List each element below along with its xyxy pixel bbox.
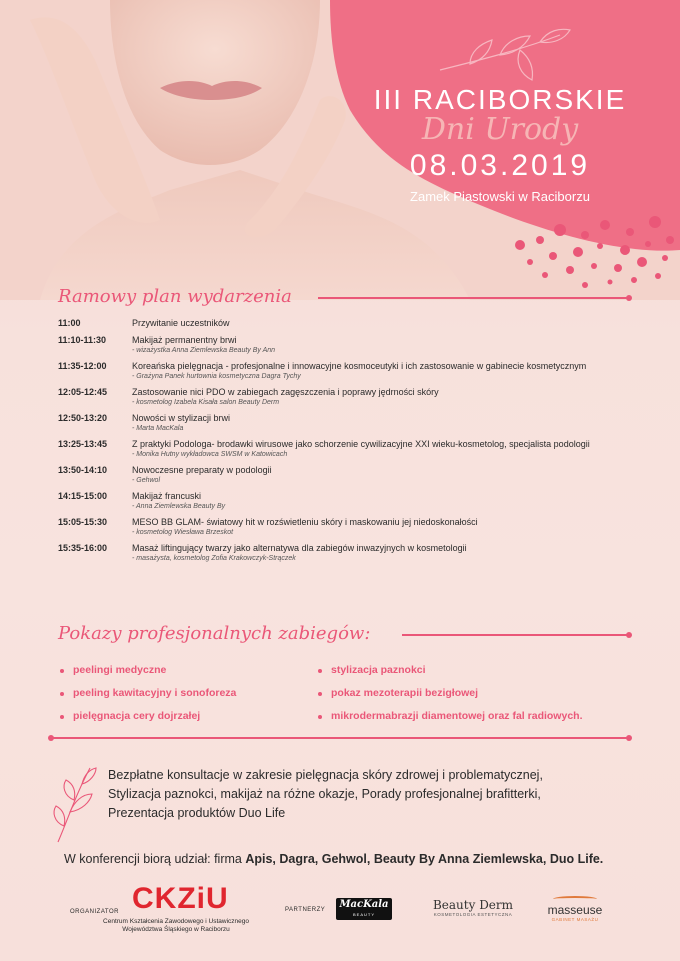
partner-beautyderm-sub: KOSMETOLOGIA ESTETYCZNA: [433, 912, 513, 917]
treatments-bottom-dot-right: [626, 735, 632, 741]
schedule-row: [58, 387, 658, 407]
participants-line: [64, 852, 664, 866]
organizer-label: ORGANIZATOR: [70, 909, 119, 915]
schedule-row: [58, 465, 658, 485]
partner-mackala-logo: [336, 898, 392, 920]
branch-icon: [50, 764, 100, 844]
consultation-text: [108, 766, 668, 823]
schedule-title: Przywitanie uczestników: [132, 318, 230, 328]
schedule-heading: Ramowy plan wydarzenia: [58, 286, 292, 307]
treatment-item: pokaz mezoterapii bezigłowej: [318, 682, 583, 705]
participants-prefix: W konferencji biorą udział: firma: [64, 852, 246, 866]
schedule-time: 11:35-12:00: [58, 361, 107, 371]
schedule-time: 13:50-14:10: [58, 465, 108, 475]
schedule-heading-rule: [318, 297, 628, 299]
schedule-time: 12:05-12:45: [58, 387, 108, 397]
schedule-title: Nowości w stylizacji brwi: [132, 413, 231, 423]
participants-names: Apis, Dagra, Gehwol, Beauty By Anna Ziemlewska, Duo Life.: [245, 852, 604, 866]
treatments-right-list: [318, 659, 583, 728]
treatments-heading-rule: [402, 634, 628, 636]
treatments-heading-dot: [626, 632, 632, 638]
schedule-time: 15:35-16:00: [58, 543, 108, 553]
event-title-block: [340, 84, 660, 204]
partner-masseuse-logo: [540, 896, 610, 922]
hero-banner: [0, 0, 680, 300]
schedule-row: [58, 413, 658, 433]
treatments-bottom-rule: [52, 737, 628, 739]
schedule-list: [58, 318, 658, 569]
treatment-item: pielęgnacja cery dojrzałej: [60, 705, 236, 728]
organizer-name-line2: Województwa Śląskiego w Raciborzu: [122, 926, 230, 933]
treatment-item: mikrodermabrazji diamentowej oraz fal radiowych.: [318, 705, 583, 728]
consultation-line2: Stylizacja paznokci, makijaż na różne okazje, Porady profesjonalnej brafitterki,: [108, 787, 541, 801]
partner-masseuse-sub: GABINET MASAŻU: [551, 917, 599, 922]
schedule-time: 15:05-15:30: [58, 517, 108, 527]
schedule-title: Koreańska pielęgnacja - profesjonalne i innowacyjne kosmoceutyki i ich zastosowanie w gabinecie kosmetycznym: [132, 361, 587, 371]
treatments-heading: Pokazy profesjonalnych zabiegów:: [58, 623, 371, 644]
schedule-title: MESO BB GLAM- światowy hit w rozświetleniu skóry i maskowaniu jej niedoskonałości: [132, 517, 478, 527]
schedule-heading-dot: [626, 295, 632, 301]
treatment-item: peelingi medyczne: [60, 659, 236, 682]
schedule-time: 12:50-13:20: [58, 413, 108, 423]
schedule-row: [58, 517, 658, 537]
schedule-row: [58, 543, 658, 563]
schedule-time: 11:00: [58, 318, 81, 328]
event-venue: Zamek Piastowski w Raciborzu: [410, 189, 590, 204]
schedule-row: [58, 318, 658, 329]
partner-masseuse-name: masseuse: [547, 903, 603, 917]
schedule-row: [58, 361, 658, 381]
partner-beautyderm-name: Beauty Derm: [432, 898, 514, 912]
schedule-title: Nowoczesne preparaty w podologii: [132, 465, 272, 475]
organizer-name-line1: Centrum Kształcenia Zawodowego i Ustawicznego: [103, 918, 249, 925]
treatments-left-list: [60, 659, 236, 728]
schedule-title: Z praktyki Podologa- brodawki wirusowe jako schorzenie cywilizacyjne XXI wieku-kosmetolog, specjalista podologii: [132, 439, 590, 449]
schedule-time: 11:10-11:30: [58, 335, 107, 345]
schedule-time: 13:25-13:45: [58, 439, 108, 449]
treatment-item: peeling kawitacyjny i sonoforeza: [60, 682, 236, 705]
schedule-title: Makijaż permanentny brwi: [132, 335, 237, 345]
schedule-title: Masaż liftingujący twarzy jako alternatywa dla zabiegów inwazyjnych w kosmetologii: [132, 543, 467, 553]
schedule-time: 14:15-15:00: [58, 491, 108, 501]
event-date: 08.03.2019: [409, 149, 591, 182]
schedule-speaker: - Monika Hutny wykładowca SWSM w Katowicach: [132, 451, 288, 458]
schedule-speaker: - Anna Ziemlewska Beauty By: [132, 503, 226, 510]
schedule-speaker: - kosmetolog Izabela Kisała salon Beauty Derm: [132, 399, 280, 406]
masseuse-swoosh-icon: [553, 896, 597, 902]
schedule-speaker: - Marta MacKala: [132, 425, 184, 432]
schedule-speaker: - Gehwol: [132, 477, 161, 484]
organizer-logo: CKZiU: [132, 882, 229, 915]
schedule-row: [58, 439, 658, 459]
schedule-speaker: - wizażystka Anna Ziemlewska Beauty By Ann: [132, 347, 276, 354]
schedule-speaker: - Grażyna Panek hurtownia kosmetyczna Dagra Tychy: [132, 373, 301, 380]
schedule-row: [58, 491, 658, 511]
treatment-item: stylizacja paznokci: [318, 659, 583, 682]
footer: [0, 880, 680, 961]
event-title-line1: III RACIBORSKIE: [373, 84, 627, 115]
schedule-row: [58, 335, 658, 355]
partner-beautyderm-logo: [428, 898, 518, 917]
partner-mackala-name: MacKala: [339, 899, 389, 910]
schedule-title: Zastosowanie nici PDO w zabiegach zagęszczenia i poprawy jędrności skóry: [132, 387, 439, 397]
schedule-speaker: - kosmetolog Wiesława Brzeskot: [132, 529, 234, 536]
consultation-line3: Prezentacja produktów Duo Life: [108, 806, 286, 820]
treatments-bottom-dot-left: [48, 735, 54, 741]
partners-label: PARTNERZY: [285, 907, 326, 913]
consultation-line1: Bezpłatne konsultacje w zakresie pielęgnacja skóry zdrowej i problematycznej,: [108, 768, 543, 782]
event-title-script: Dni Urody: [421, 112, 579, 147]
organizer-name: [96, 918, 256, 934]
partner-mackala-sub: BEAUTY: [352, 912, 375, 917]
schedule-speaker: - masażysta, kosmetolog Zofia Krakowczyk-Strączek: [132, 555, 296, 562]
schedule-title: Makijaż francuski: [132, 491, 202, 501]
